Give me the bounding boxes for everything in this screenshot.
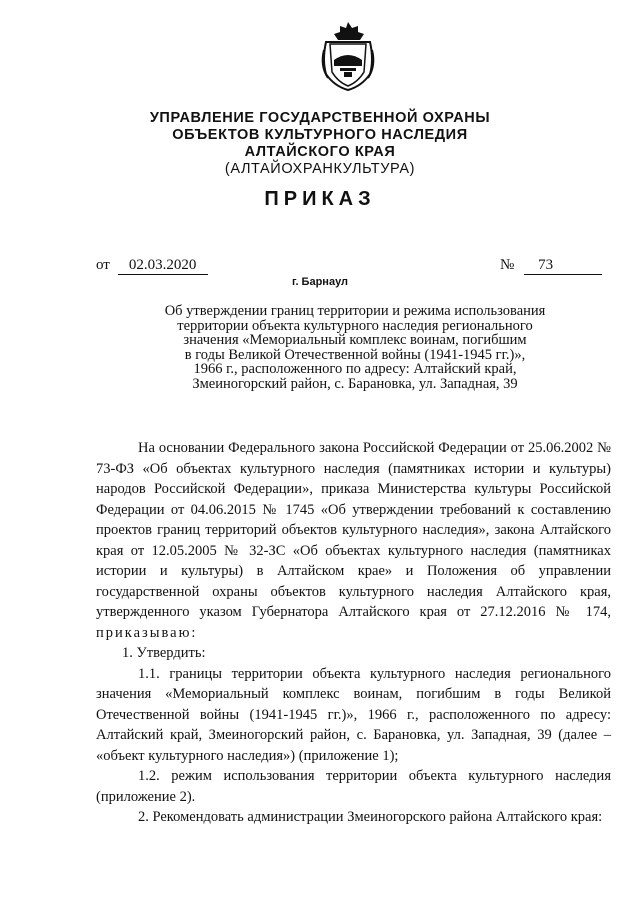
order-number bbox=[500, 257, 602, 275]
org-line: (АЛТАЙОХРАНКУЛЬТУРА) bbox=[224, 161, 416, 177]
subject-line: территории объекта культурного наследия регионального bbox=[177, 317, 533, 334]
subject-line: 1966 г., расположенного по адресу: Алтайский край, bbox=[193, 361, 517, 377]
order-body bbox=[96, 438, 611, 828]
date-value: 02.03.2020 bbox=[118, 257, 208, 275]
date-prefix: от bbox=[96, 257, 110, 273]
coat-of-arms-emblem bbox=[318, 20, 378, 92]
subject-line: в годы Великой Отечественной войны (1941-1945 гг.)», bbox=[184, 346, 526, 363]
item-1-2: 1.2. режим использования территории объекта культурного наследия (приложение 2). bbox=[96, 768, 611, 805]
subject-line: значения «Мемориальный комплекс воинам, погибшим bbox=[183, 332, 527, 348]
subject-line: Об утверждении границ территории и режима использования bbox=[164, 303, 546, 319]
order-date bbox=[96, 257, 208, 275]
organization-name bbox=[0, 110, 640, 178]
item-1: 1. Утвердить: bbox=[122, 645, 206, 661]
order-word: приказываю: bbox=[96, 624, 198, 641]
org-line: АЛТАЙСКОГО КРАЯ bbox=[244, 144, 396, 160]
number-value: 73 bbox=[524, 257, 602, 275]
preamble-text: На основании Федерального закона Российской Федерации от 25.06.2002 № 73-ФЗ «Об объектах культурного наследия (памятниках истории и культуры) народов Российской Федерации», приказа Министерства культуры Российской Федерации от 04.06.2015 № 1745 «Об утверждении требований к составлению проектов границ территорий объектов культурного наследия», закона Алтайского края от 12.05.2005 № 32-ЗС «Об объектах культурного наследия (памятниках истории и культуры) в Алтайском крае» и Положения об управлении государственной охраны объектов культурного наследия Алтайского края, утвержденного указом Губернатора Алтайского края от 27.12.2016 № 174, bbox=[96, 440, 611, 620]
org-line: ОБЪЕКТОВ КУЛЬТУРНОГО НАСЛЕДИЯ bbox=[172, 127, 468, 143]
item-1-1: 1.1. границы территории объекта культурного наследия регионального значения «Мемориальный комплекс воинам, погибшим в годы Великой Отечественной войны (1941-1945 гг.)», 1966 г., расположенного по адресу: Алтайский край, Змеиногорский район, с. Барановка, ул. Западная, 39 (далее – «объект культурного наследия») (приложение 1); bbox=[96, 665, 611, 764]
org-line: УПРАВЛЕНИЕ ГОСУДАРСТВЕННОЙ ОХРАНЫ bbox=[149, 110, 491, 126]
subject-line: Змеиногорский район, с. Барановка, ул. Западная, 39 bbox=[192, 375, 518, 392]
order-subject bbox=[0, 304, 640, 391]
item-2: 2. Рекомендовать администрации Змеиногорского района Алтайского края: bbox=[138, 809, 603, 825]
city-label: г. Барнаул bbox=[291, 276, 349, 288]
preamble-paragraph bbox=[96, 438, 611, 643]
number-prefix: № bbox=[500, 257, 515, 273]
document-type-title: ПРИКАЗ bbox=[264, 188, 376, 210]
